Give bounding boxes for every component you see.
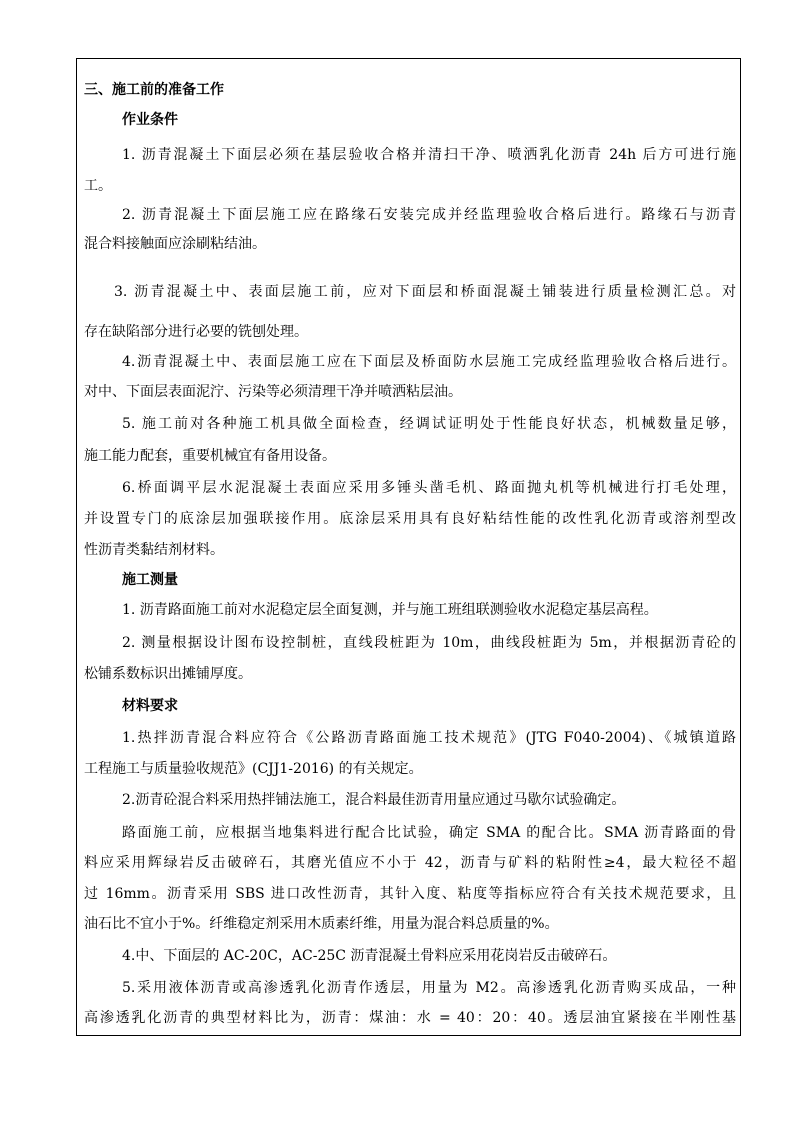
paragraph-line: 松铺系数标识出摊铺厚度。: [84, 666, 252, 682]
paragraph-line: 过 16mm。沥青采用 SBS 进口改性沥青，其针入度、粘度等指标应符合有关技术规范要求，且: [84, 886, 736, 902]
paragraph-line: 1. 沥青路面施工前对水泥稳定层全面复测，并与施工班组联测验收水泥稳定基层高程。: [122, 602, 658, 618]
paragraph-line: 1. 沥青混凝土下面层必须在基层验收合格并清扫干净、喷洒乳化沥青 24h 后方可进行施: [122, 147, 736, 163]
paragraph-line: 4.沥青混凝土中、表面层施工应在下面层及桥面防水层施工完成经监理验收合格后进行。: [122, 354, 736, 370]
section-title: 三、施工前的准备工作: [84, 82, 224, 98]
paragraph-line: 6.桥面调平层水泥混凝土表面应采用多锤头凿毛机、路面抛丸机等机械进行打毛处理，: [122, 480, 736, 496]
paragraph-line: 料应采用辉绿岩反击破碎石，其磨光值应不小于 42，沥青与矿料的粘附性≥4，最大粒径不超: [84, 855, 736, 871]
paragraph-line: 高渗透乳化沥青的典型材料比为，沥青：煤油：水 = 40：20：40。透层油宜紧接在半刚性基: [84, 1010, 736, 1026]
paragraph-line: 油石比不宜小于%。纤维稳定剂采用木质素纤维，用量为混合料总质量的%。: [84, 916, 559, 932]
paragraph-line: 5.采用液体沥青或高渗透乳化沥青作透层，用量为 M2。高渗透乳化沥青购买成品，一种: [122, 980, 736, 996]
paragraph-line: 性沥青类黏结剂材料。: [84, 542, 224, 558]
paragraph-line: 工程施工与质量验收规范》(CJJ1-2016) 的有关规定。: [84, 761, 423, 777]
paragraph-line: 对中、下面层表面泥泞、污染等必须清理干净并喷洒粘层油。: [84, 384, 462, 400]
subheading-work-conditions: 作业条件: [122, 112, 178, 128]
paragraph-line: 路面施工前，应根据当地集料进行配合比试验，确定 SMA 的配合比。SMA 沥青路面的骨: [122, 825, 736, 841]
paragraph-line: 存在缺陷部分进行必要的铣刨处理。: [84, 324, 308, 340]
paragraph-line: 施工能力配套，重要机械宜有备用设备。: [84, 448, 336, 464]
paragraph-line: 工。: [84, 178, 112, 194]
paragraph-line: 3. 沥青混凝土中、表面层施工前，应对下面层和桥面混凝土铺装进行质量检测汇总。对: [114, 284, 736, 300]
paragraph-line: 混合料接触面应涂刷粘结油。: [84, 236, 266, 252]
subheading-survey: 施工测量: [122, 572, 178, 588]
subheading-materials: 材料要求: [122, 698, 178, 714]
paragraph-line: 2. 沥青混凝土下面层施工应在路缘石安装完成并经监理验收合格后进行。路缘石与沥青: [122, 207, 736, 223]
paragraph-line: 5. 施工前对各种施工机具做全面检查，经调试证明处于性能良好状态，机械数量足够，: [122, 416, 736, 432]
paragraph-line: 4.中、下面层的 AC-20C，AC-25C 沥青混凝土骨料应采用花岗岩反击破碎石。: [122, 948, 617, 964]
paragraph-line: 2. 测量根据设计图布设控制桩，直线段桩距为 10m，曲线段桩距为 5m，并根据沥青砼的: [122, 635, 736, 651]
paragraph-line: 并设置专门的底涂层加强联接作用。底涂层采用具有良好粘结性能的改性乳化沥青或溶剂型改: [84, 511, 736, 527]
paragraph-line: 2.沥青砼混合料采用热拌铺法施工，混合料最佳沥青用量应通过马歇尔试验确定。: [122, 792, 626, 808]
paragraph-line: 1.热拌沥青混合料应符合《公路沥青路面施工技术规范》(JTG F040-2004)、《城镇道路: [122, 730, 736, 746]
